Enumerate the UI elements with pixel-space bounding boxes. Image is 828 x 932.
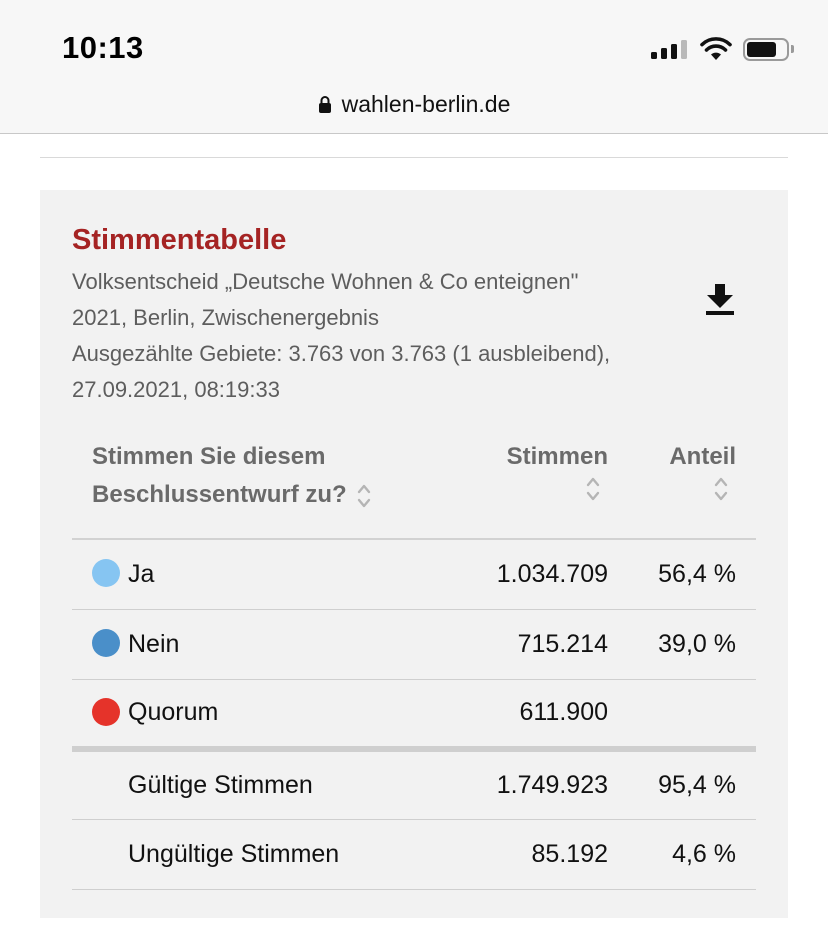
divider (40, 157, 788, 158)
meta-line: Ausgezählte Gebiete: 3.763 von 3.763 (1 ausbleibend), (72, 341, 611, 366)
status-icons (651, 34, 794, 64)
card-title: Stimmentabelle (72, 224, 287, 256)
browser-chrome (0, 0, 828, 134)
row-votes: 715.214 (452, 609, 608, 679)
row-votes: 611.900 (452, 679, 608, 749)
address-bar[interactable] (0, 86, 828, 122)
results-table (72, 430, 756, 890)
legend-dot-nein (92, 629, 120, 657)
sort-icon[interactable] (586, 476, 600, 502)
row-votes: 85.192 (452, 819, 608, 889)
meta-line: 27.09.2021, 08:19:33 (72, 377, 280, 402)
table-row (72, 539, 756, 609)
meta-line: Volksentscheid „Deutsche Wohnen & Co enteignen" (72, 269, 579, 294)
sort-icon[interactable] (714, 476, 728, 502)
download-icon[interactable] (704, 282, 736, 316)
cellular-signal-icon (651, 39, 687, 59)
row-share: 39,0 % (608, 609, 756, 679)
sort-icon[interactable] (357, 483, 371, 509)
column-header-share[interactable]: Anteil (608, 430, 756, 539)
row-label: Quorum (128, 698, 219, 727)
summary-row (72, 819, 756, 889)
table-row (72, 679, 756, 749)
row-share (608, 679, 756, 749)
row-votes: 1.749.923 (452, 749, 608, 819)
status-time: 10:13 (62, 30, 144, 65)
row-label: Gültige Stimmen (72, 749, 452, 819)
legend-dot-quorum (92, 698, 120, 726)
summary-row (72, 749, 756, 819)
row-share: 95,4 % (608, 749, 756, 819)
row-votes: 1.034.709 (452, 539, 608, 609)
table-row (72, 609, 756, 679)
legend-dot-ja (92, 559, 120, 587)
table-header-row (72, 430, 756, 539)
vote-table-card (40, 190, 788, 918)
election-meta (72, 264, 682, 408)
meta-line: 2021, Berlin, Zwischenergebnis (72, 305, 379, 330)
row-label: Ja (128, 559, 155, 588)
row-label: Nein (128, 629, 180, 658)
row-label: Ungültige Stimmen (72, 819, 452, 889)
row-share: 4,6 % (608, 819, 756, 889)
column-header-question[interactable]: Stimmen Sie diesem Beschlussentwurf zu? (72, 430, 452, 539)
lock-icon (318, 95, 332, 113)
battery-icon (743, 38, 794, 61)
column-header-votes[interactable]: Stimmen (452, 430, 608, 539)
url-text: wahlen-berlin.de (341, 90, 511, 117)
row-share: 56,4 % (608, 539, 756, 609)
wifi-icon (699, 36, 733, 62)
